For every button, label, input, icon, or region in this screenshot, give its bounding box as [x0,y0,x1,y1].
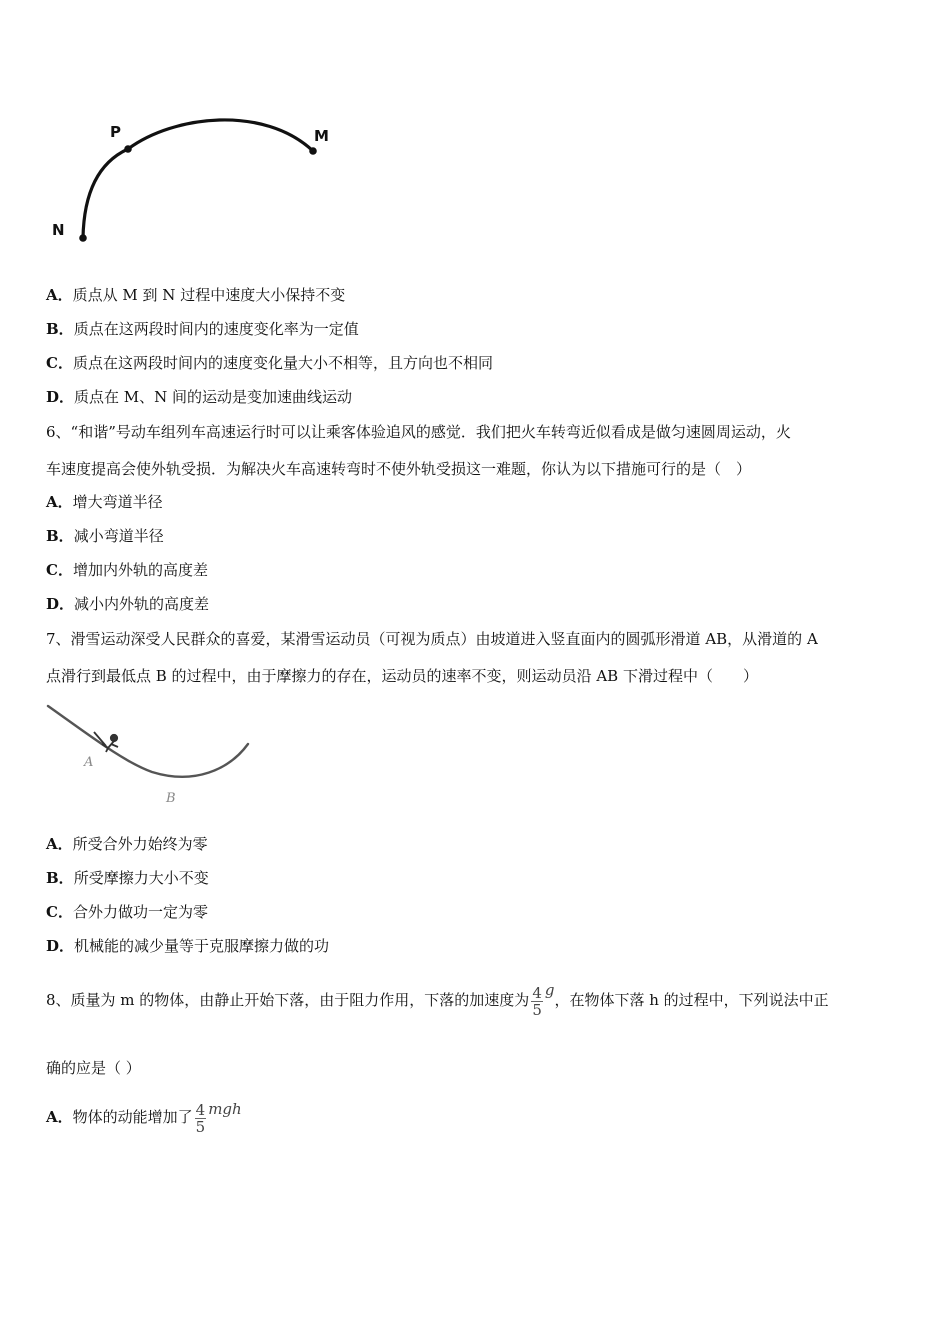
q8-option-a-var: mgh [208,1100,242,1118]
option-text: 减小弯道半径 [73,527,164,545]
option-text: 增大弯道半径 [72,493,163,511]
q8-stem-line2: 确的应是（ ） [46,1059,141,1077]
option-text: 质点从 M 到 N 过程中速度大小保持不变 [72,286,346,304]
q6-stem-line2: 车速度提高会使外轨受损．为解决火车高速转弯时不使外轨受损这一难题，你认为以下措施可行的是（ ） [46,460,752,478]
q7-option-a [46,834,208,854]
point-m [309,147,317,155]
q7-stem-line1: 7、滑雪运动深受人民群众的喜爱，某滑雪运动员（可视为质点）由坡道进入竖直面内的圆弧形滑道 AB，从滑道的 A [46,630,818,648]
q5-option-c [46,353,493,373]
option-text: 质点在这两段时间内的速度变化量大小不相等，且方向也不相同 [72,354,493,372]
option-letter: D． [46,595,75,613]
q5-option-a [46,285,345,305]
q7-option-b [46,868,209,888]
option-text: 所受摩擦力大小不变 [73,869,209,887]
q6-option-b [46,526,164,546]
option-letter: A． [46,286,73,304]
ski-slope-figure [44,700,264,810]
label-p: P [110,123,121,141]
label-m: M [314,127,329,145]
q7-option-d [46,936,329,956]
q6-option-c [46,560,208,580]
q6-option-d [46,594,209,614]
q8-accel-var: g [544,981,555,999]
q8-fraction [531,985,543,1018]
option-letter: C． [46,561,73,579]
option-letter: B． [46,527,74,545]
point-n [79,234,87,242]
q7-stem-line2: 点滑行到最低点 B 的过程中，由于摩擦力的存在，运动员的速率不变，则运动员沿 AB 下滑过程中（ ） [46,667,758,685]
fraction-denominator: 5 [532,1000,542,1019]
slope-arc [48,706,248,777]
q7-option-c [46,902,208,922]
q6-stem-line1: 6、“和谐”号动车组列车高速运行时可以让乘客体验追风的感觉．我们把火车转弯近似看成是做匀速圆周运动，火 [46,423,791,441]
option-letter: C． [46,903,73,921]
q5-option-d [46,387,352,407]
q8-option-a [46,1097,242,1137]
q8-suffix: ，在物体下落 h 的过程中，下列说法中正 [554,991,829,1009]
fraction-numerator: 4 [532,983,542,1002]
fraction-denominator: 5 [195,1117,206,1136]
option-text: 质点在 M、N 间的运动是变加速曲线运动 [74,388,353,406]
q8-option-a-fraction [195,1102,207,1135]
option-letter: A． [46,1108,73,1126]
label-a: A [84,755,94,770]
q8-stem-line1 [46,980,829,1020]
q8-prefix: 8、质量为 m 的物体，由静止开始下落，由于阻力作用，下落的加速度为 [46,991,530,1009]
label-b: B [166,791,176,806]
option-text: 所受合外力始终为零 [72,835,208,853]
option-text: 增加内外轨的高度差 [72,561,208,579]
option-text: 物体的动能增加了 [72,1108,193,1126]
option-letter: C． [46,354,73,372]
option-letter: B． [46,320,74,338]
option-text: 合外力做功一定为零 [72,903,208,921]
label-n: N [52,221,65,239]
trajectory-figure [44,95,344,255]
option-letter: D． [46,388,75,406]
option-text: 质点在这两段时间内的速度变化率为一定值 [73,320,359,338]
option-letter: A． [46,835,73,853]
fraction-numerator: 4 [195,1100,206,1119]
option-letter: A． [46,493,73,511]
point-p [124,145,132,153]
option-text: 减小内外轨的高度差 [74,595,210,613]
q6-option-a [46,492,163,512]
q5-option-b [46,319,359,339]
option-text: 机械能的减少量等于克服摩擦力做的功 [74,937,330,955]
option-letter: D． [46,937,75,955]
option-letter: B． [46,869,74,887]
